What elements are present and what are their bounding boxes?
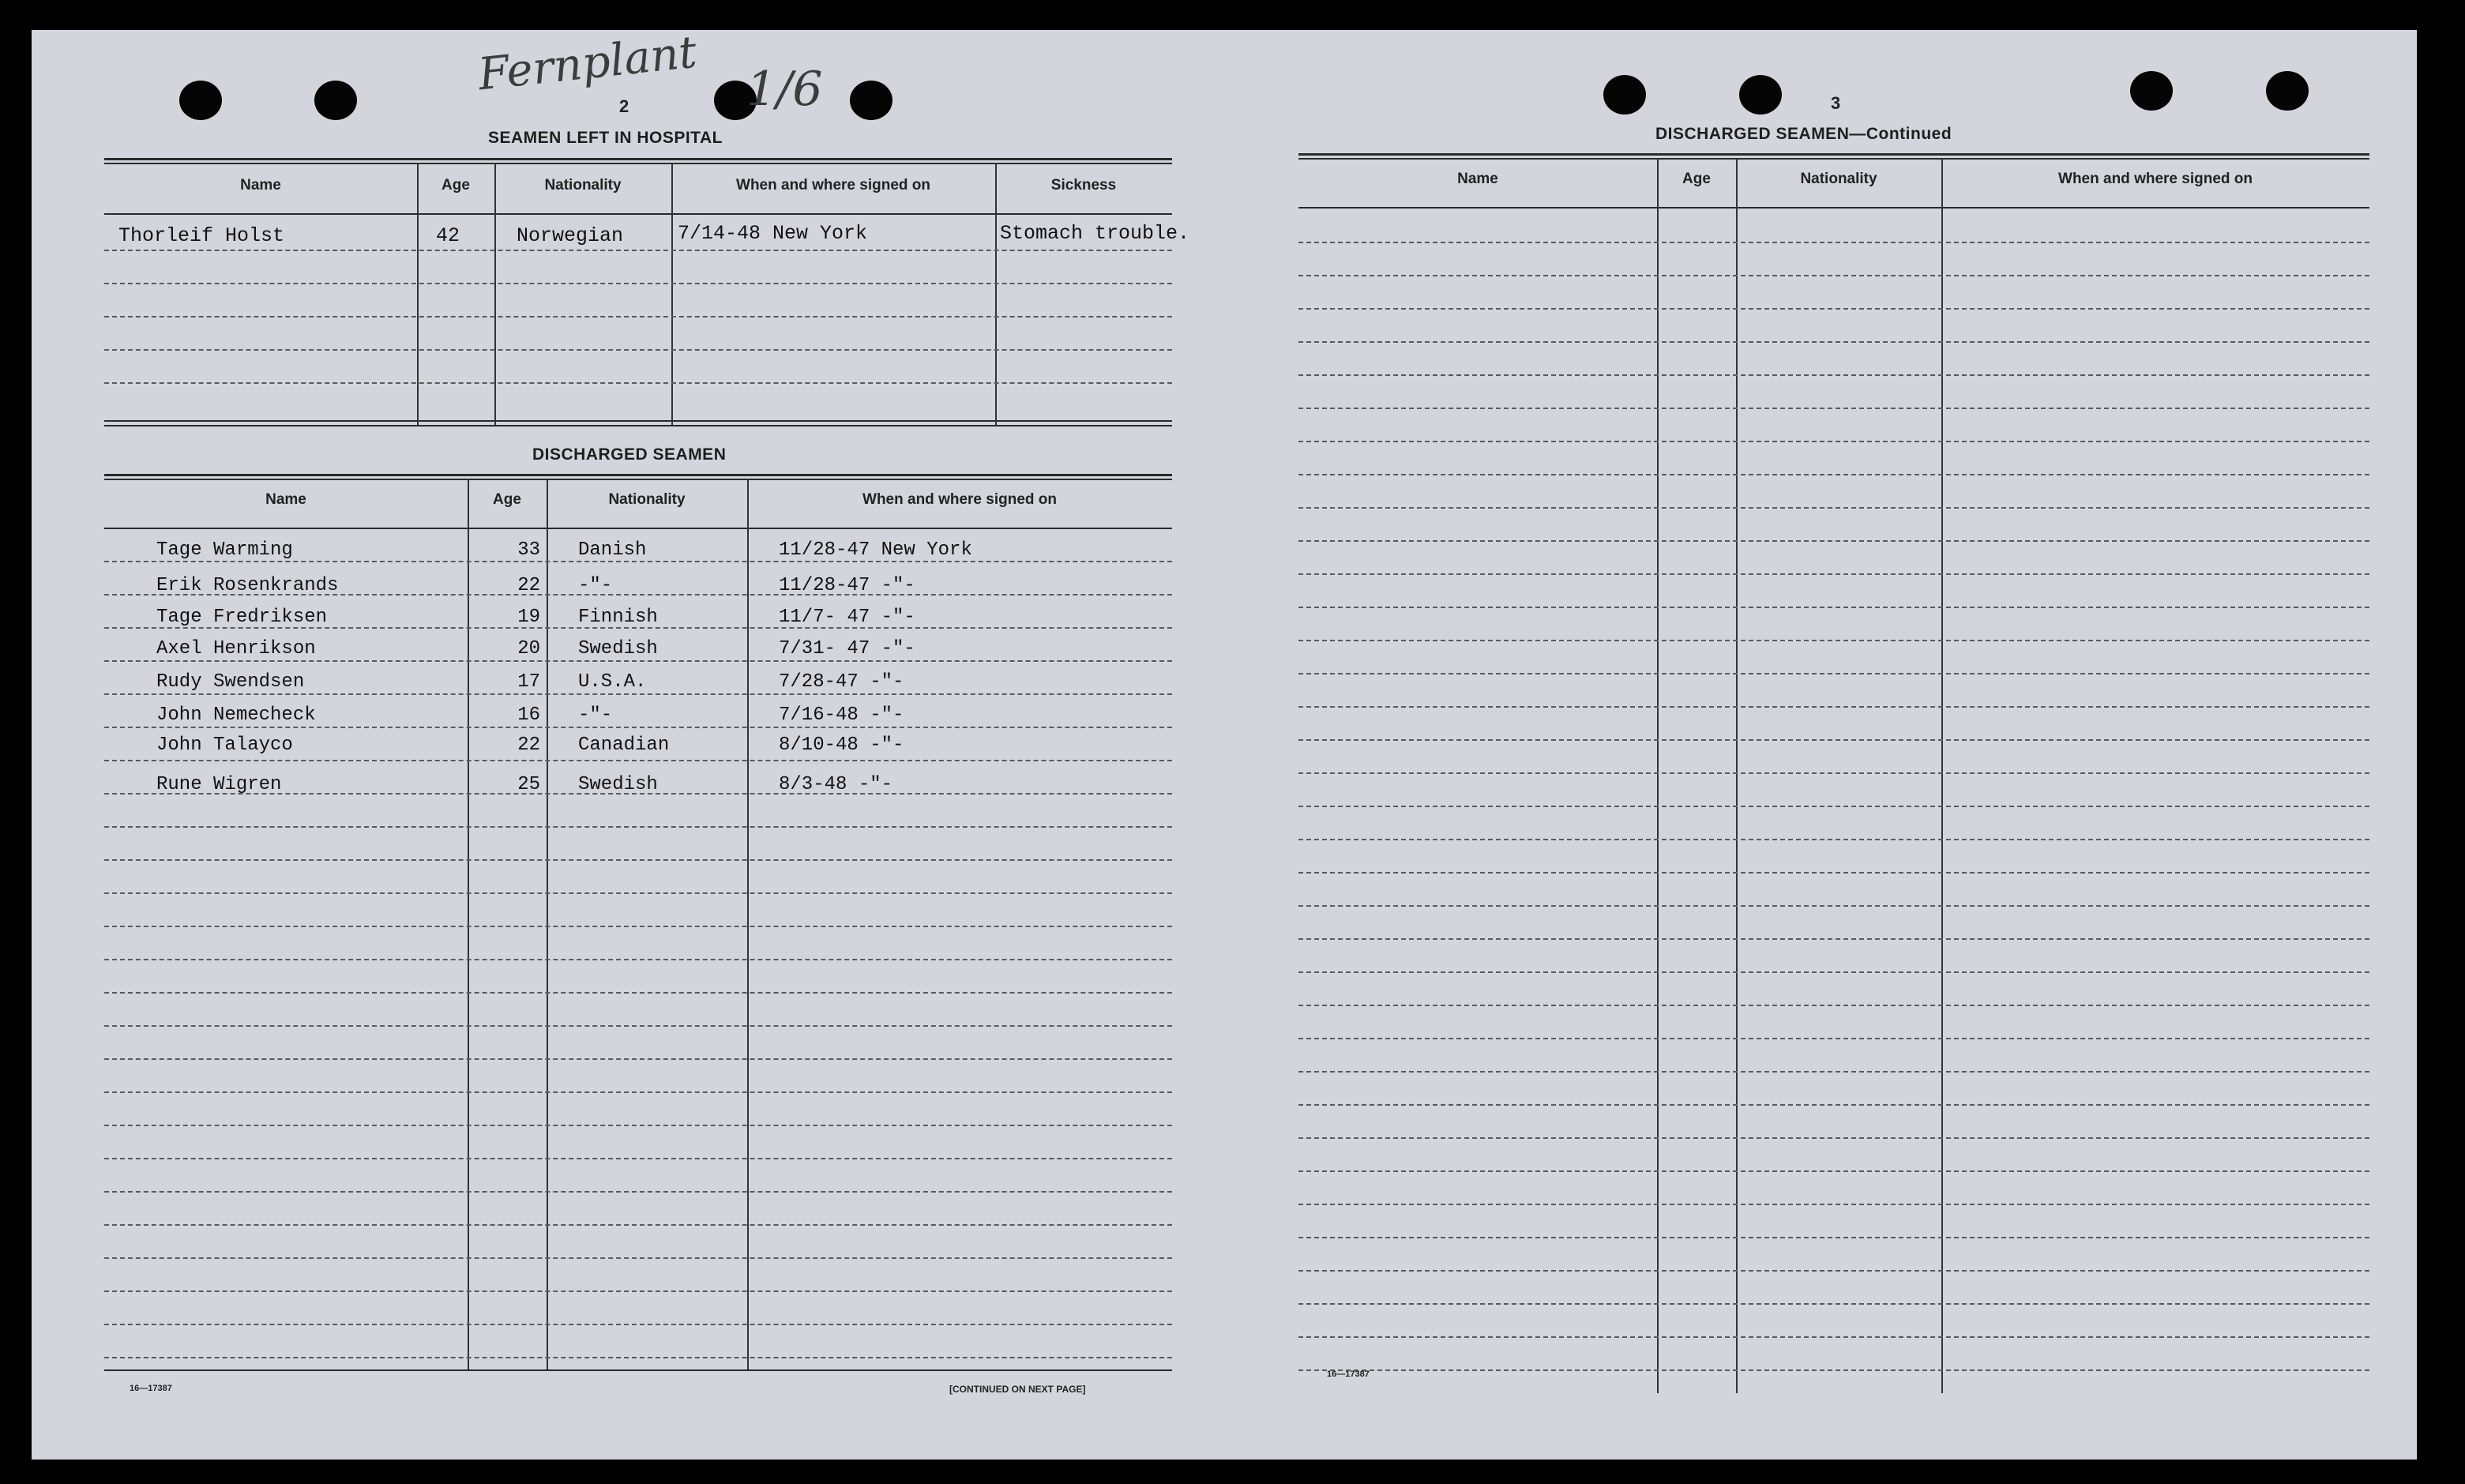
discharged-cell-age: 17 (517, 671, 540, 693)
right-header-age: Age (1682, 171, 1711, 187)
discharged-cell-nationality: Canadian (578, 734, 670, 756)
discharged-cell-signed-on: 7/31- 47 -"- (779, 638, 915, 659)
discharged-header-age: Age (493, 491, 521, 508)
punch-hole (1739, 75, 1782, 115)
punch-hole (850, 81, 892, 120)
right-row-line (1298, 607, 2369, 608)
hospital-cell-nationality: Norwegian (517, 224, 624, 247)
hospital-cell-age: 42 (436, 224, 460, 247)
discharged-cell-signed-on: 11/28-47 -"- (779, 575, 915, 596)
right-row-line (1298, 374, 2369, 376)
discharged-row-line (104, 1091, 1172, 1093)
right-header-name: Name (1457, 171, 1498, 187)
hospital-col-divider (671, 163, 673, 425)
hospital-cell-sickness: Stomach trouble. (1000, 222, 1190, 245)
discharged-row-line (104, 926, 1172, 927)
discharged-row-line (104, 1158, 1172, 1159)
punch-hole (179, 81, 222, 120)
right-row-line (1298, 1104, 2369, 1106)
discharged-cell-age: 22 (517, 575, 540, 596)
discharged-row-line (104, 1058, 1172, 1060)
hospital-header-signed-on: When and where signed on (736, 177, 930, 193)
discharged-cell-nationality: U.S.A. (578, 671, 647, 693)
hospital-col-divider (995, 163, 997, 425)
discharged-cell-name: John Nemecheck (156, 704, 316, 726)
hospital-col-divider (417, 163, 419, 425)
hospital-bottom-rule-2 (104, 425, 1172, 426)
right-header-signed-on: When and where signed on (2058, 171, 2253, 187)
right-row-line (1298, 441, 2369, 442)
discharged-cell-signed-on: 8/10-48 -"- (779, 734, 904, 756)
discharged-row-line (104, 693, 1172, 695)
discharged-row-line (104, 1125, 1172, 1126)
right-row-line (1298, 706, 2369, 708)
right-row-line (1298, 806, 2369, 807)
right-row-line (1298, 1071, 2369, 1073)
right-row-line (1298, 1336, 2369, 1338)
right-row-line (1298, 1038, 2369, 1039)
discharged-col-divider (547, 479, 548, 1369)
discharged-cell-signed-on: 7/28-47 -"- (779, 671, 904, 693)
discharged-row-line (104, 826, 1172, 828)
right-row-line (1298, 1270, 2369, 1272)
right-col-divider (1657, 158, 1659, 1393)
right-row-line (1298, 540, 2369, 542)
right-row-line (1298, 1170, 2369, 1172)
discharged-row-line (104, 1025, 1172, 1027)
discharged-cell-age: 25 (517, 774, 540, 795)
discharged-row-line (104, 793, 1172, 795)
right-header-rule (1298, 207, 2369, 209)
discharged-row-line (104, 1224, 1172, 1226)
right-row-line (1298, 308, 2369, 310)
discharged-row-line (104, 959, 1172, 960)
right-row-line (1298, 275, 2369, 276)
discharged-cell-signed-on: 8/3-48 -"- (779, 774, 893, 795)
hospital-row-line (104, 250, 1172, 251)
page-number-right: 3 (1831, 93, 1841, 113)
discharged-row-line (104, 627, 1172, 629)
discharged-row-line (104, 992, 1172, 994)
right-top-rule (1298, 153, 2369, 156)
hospital-row-line (104, 382, 1172, 384)
document-paper (32, 26, 2417, 1460)
right-header-nationality: Nationality (1800, 171, 1877, 187)
right-row-line (1298, 1369, 2369, 1371)
right-row-line (1298, 1005, 2369, 1006)
right-row-line (1298, 905, 2369, 907)
hospital-header-nationality: Nationality (544, 177, 622, 193)
discharged-cell-age: 20 (517, 638, 540, 659)
discharged-cell-age: 16 (517, 704, 540, 726)
discharged-row-line (104, 1324, 1172, 1325)
discharged-row-line (104, 1357, 1172, 1358)
hospital-header-rule (104, 213, 1172, 215)
hospital-section-title: SEAMEN LEFT IN HOSPITAL (488, 129, 723, 147)
discharged-cell-nationality: -"- (578, 575, 613, 596)
hospital-row-line (104, 349, 1172, 351)
right-row-line (1298, 507, 2369, 509)
hospital-row-line (104, 316, 1172, 317)
discharged-header-name: Name (265, 491, 306, 508)
discharged-top-rule (104, 474, 1172, 476)
hospital-cell-name: Thorleif Holst (118, 224, 285, 247)
right-row-line (1298, 938, 2369, 940)
right-row-line (1298, 839, 2369, 840)
discharged-cell-nationality: -"- (578, 704, 613, 726)
discharged-row-line (104, 727, 1172, 728)
discharged-cell-signed-on: 7/16-48 -"- (779, 704, 904, 726)
discharged-cell-nationality: Danish (578, 539, 647, 561)
right-row-line (1298, 640, 2369, 641)
discharged-row-line (104, 859, 1172, 861)
right-row-line (1298, 739, 2369, 741)
hospital-header-age: Age (442, 177, 470, 193)
discharged-cell-signed-on: 11/28-47 New York (779, 539, 972, 561)
discharged-cell-name: Axel Henrikson (156, 638, 316, 659)
form-number-left: 16—17387 (130, 1384, 172, 1393)
discharged-top-rule-2 (104, 479, 1172, 480)
discharged-row-line (104, 660, 1172, 662)
right-col-divider (1736, 158, 1738, 1393)
discharged-row-line (104, 594, 1172, 595)
hospital-cell-signed-on: 7/14-48 New York (678, 222, 868, 245)
hospital-header-name: Name (240, 177, 281, 193)
discharged-cell-name: Rudy Swendsen (156, 671, 305, 693)
right-row-line (1298, 408, 2369, 409)
hospital-top-rule (104, 158, 1172, 160)
handwritten-note: Fernplant (475, 26, 700, 101)
right-row-line (1298, 573, 2369, 575)
discharged-row-line (104, 892, 1172, 894)
right-row-line (1298, 872, 2369, 873)
continued-note: [CONTINUED ON NEXT PAGE] (949, 1384, 1086, 1395)
discharged-row-line (104, 1257, 1172, 1259)
discharged-cell-name: John Talayco (156, 734, 293, 756)
discharged-cell-name: Erik Rosenkrands (156, 575, 339, 596)
right-row-line (1298, 1137, 2369, 1139)
discharged-cell-nationality: Swedish (578, 638, 658, 659)
discharged-header-signed-on: When and where signed on (862, 491, 1057, 508)
discharged-row-line (104, 561, 1172, 562)
hospital-row-line (104, 283, 1172, 284)
discharged-cell-nationality: Finnish (578, 607, 658, 628)
discharged-header-nationality: Nationality (608, 491, 686, 508)
discharged-row-line (104, 1191, 1172, 1193)
right-top-rule-2 (1298, 158, 2369, 160)
page-number-left: 2 (619, 96, 629, 116)
right-col-divider (1941, 158, 1943, 1393)
right-row-line (1298, 971, 2369, 973)
hospital-col-divider (494, 163, 496, 425)
discharged-cell-name: Rune Wigren (156, 774, 282, 795)
right-row-line (1298, 673, 2369, 674)
discharged-cell-age: 33 (517, 539, 540, 561)
discharged-cell-age: 22 (517, 734, 540, 756)
discharged-col-divider (747, 479, 749, 1369)
form-number-right: 16—17387 (1327, 1369, 1370, 1379)
discharged-cell-name: Tage Fredriksen (156, 607, 328, 628)
discharged-row-line (104, 1291, 1172, 1292)
handwritten-fraction: 1/6 (746, 62, 823, 117)
discharged-cell-signed-on: 11/7- 47 -"- (779, 607, 915, 628)
discharged-cell-age: 19 (517, 607, 540, 628)
discharged-row-line (104, 760, 1172, 761)
punch-hole (314, 81, 357, 120)
right-row-line (1298, 1204, 2369, 1205)
hospital-bottom-rule (104, 420, 1172, 422)
punch-hole (2130, 71, 2173, 111)
discharged-cell-name: Tage Warming (156, 539, 293, 561)
discharged-bottom-rule (104, 1369, 1172, 1371)
hospital-top-rule-2 (104, 163, 1172, 164)
right-row-line (1298, 242, 2369, 243)
discharged-header-rule (104, 528, 1172, 529)
discharged-cell-nationality: Swedish (578, 774, 658, 795)
right-row-line (1298, 1237, 2369, 1238)
right-row-line (1298, 341, 2369, 343)
right-row-line (1298, 1303, 2369, 1305)
discharged-continued-title: DISCHARGED SEAMEN—Continued (1655, 125, 1952, 143)
punch-hole (2266, 71, 2309, 111)
right-row-line (1298, 474, 2369, 475)
hospital-header-sickness: Sickness (1050, 177, 1117, 193)
discharged-section-title: DISCHARGED SEAMEN (532, 445, 727, 464)
right-row-line (1298, 772, 2369, 774)
punch-hole (1603, 75, 1646, 115)
